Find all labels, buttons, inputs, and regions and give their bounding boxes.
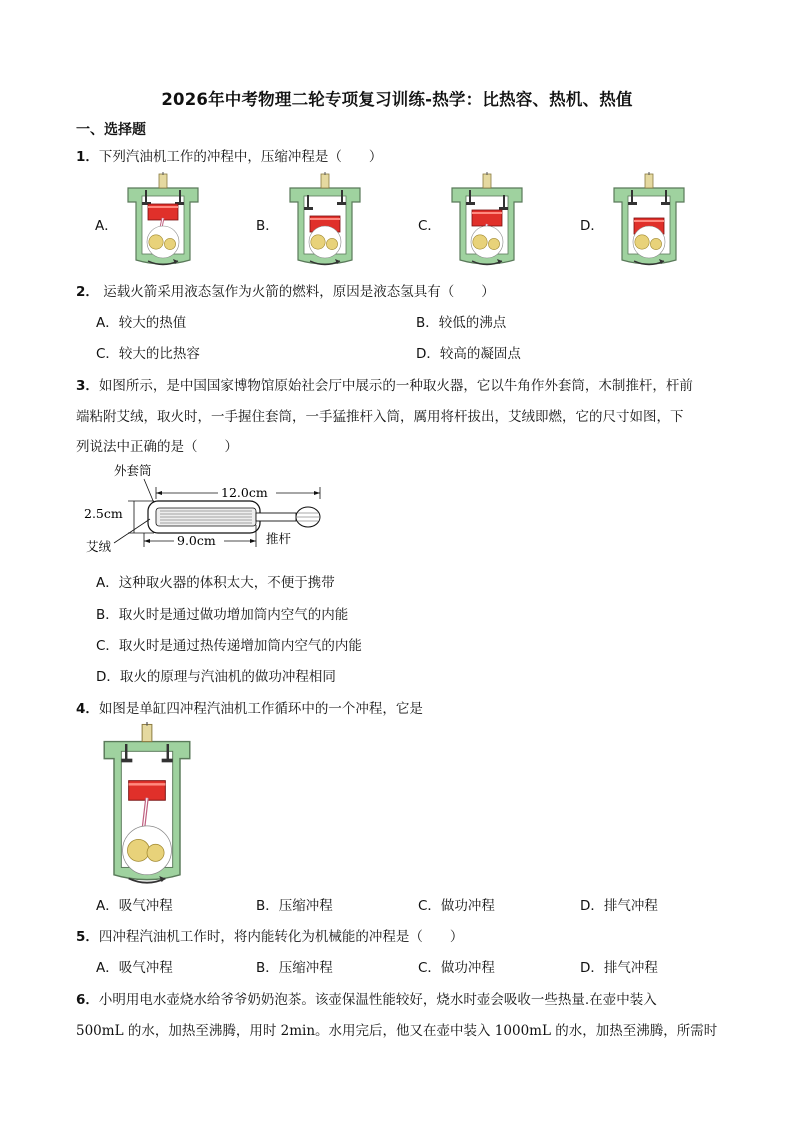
question-text-line-3: 列说法中正确的是（ ） xyxy=(76,439,238,455)
option-d: D．排气冲程 xyxy=(580,960,658,976)
question-text: 如图是单缸四冲程汽油机工作循环中的一个冲程，它是 xyxy=(98,701,423,717)
question-text: 四冲程汽油机工作时，将内能转化为机械能的冲程是（ ） xyxy=(98,929,464,945)
question-number: 5． xyxy=(76,929,99,945)
question-6 xyxy=(76,988,657,1008)
option-c: C．做功冲程 xyxy=(418,898,495,914)
option-c: C．做功冲程 xyxy=(418,960,495,976)
label-outer-tube: 外套筒 xyxy=(114,463,152,478)
option-b: B．压缩冲程 xyxy=(256,960,333,976)
label-diameter: 2.5cm xyxy=(84,506,123,521)
label-length-inner: 9.0cm xyxy=(177,533,216,548)
option-a-label: A． xyxy=(95,218,118,234)
question-text: 下列汽油机工作的冲程中，压缩冲程是（ ） xyxy=(98,149,383,165)
question-text-line-1: 如图所示，是中国国家博物馆原始社会厅中展示的一种取火器，它以牛角作外套筒，木制推杆，杆前 xyxy=(98,378,693,394)
engine-diagram-c xyxy=(442,172,532,267)
question-text-line-1: 小明用电水壶烧水给爷爷奶奶泡茶。该壶保温性能较好，烧水时壶会吸收一些热量.在壶中装入 xyxy=(98,992,657,1008)
question-1 xyxy=(76,145,382,165)
question-number: 6． xyxy=(76,992,99,1008)
question-3 xyxy=(76,374,693,394)
option-b: B．较低的沸点 xyxy=(416,315,507,331)
question-text: 运载火箭采用液态氢作为火箭的燃料，原因是液态氢具有（ ） xyxy=(98,284,495,300)
engine-diagram-b xyxy=(280,172,370,267)
option-c: C．取火时是通过热传递增加筒内空气的内能 xyxy=(96,638,362,654)
question-number: 1． xyxy=(76,149,99,165)
option-a: A．这种取火器的体积太大，不便于携带 xyxy=(96,575,335,591)
question-2 xyxy=(76,280,495,300)
question-text-line-2: 端粘附艾绒，取火时，一手握住套筒，一手猛推杆入筒，厲用将杆拔出，艾绒即燃，它的尺寸如图，下 xyxy=(76,409,684,425)
question-number: 2． xyxy=(76,284,99,300)
section-heading: 一、选择题 xyxy=(76,122,146,138)
option-b-label: B． xyxy=(256,218,279,234)
option-c-label: C． xyxy=(418,218,441,234)
option-b: B．压缩冲程 xyxy=(256,898,333,914)
option-b: B．取火时是通过做功增加筒内空气的内能 xyxy=(96,607,349,623)
option-c: C．较大的比热容 xyxy=(96,346,200,362)
engine-diagram-q4 xyxy=(92,722,202,887)
page-title: 2026年中考物理二轮专项复习训练-热学：比热容、热机、热值 xyxy=(161,90,633,109)
label-rod: 推杆 xyxy=(266,531,292,546)
question-5 xyxy=(76,925,463,945)
option-a: A．吸气冲程 xyxy=(96,898,173,914)
option-a: A．较大的热值 xyxy=(96,315,187,331)
option-d: D．取火的原理与汽油机的做功冲程相同 xyxy=(96,669,336,685)
question-text-line-2: 500mL 的水，加热至沸腾，用时 2min。水用完后，他又在壶中装入 1000mL 的水，加热至沸腾，所需时 xyxy=(76,1023,718,1039)
option-a: A．吸气冲程 xyxy=(96,960,173,976)
label-tinder: 艾绒 xyxy=(86,539,112,554)
engine-diagram-d xyxy=(604,172,694,267)
fire-starter-figure xyxy=(84,463,334,555)
engine-diagram-a xyxy=(118,172,208,267)
option-d: D．排气冲程 xyxy=(580,898,658,914)
label-length-total: 12.0cm xyxy=(221,485,268,500)
question-4 xyxy=(76,697,423,717)
question-number: 4． xyxy=(76,701,99,717)
option-d: D．较高的凝固点 xyxy=(416,346,521,362)
question-number: 3． xyxy=(76,378,99,394)
option-d-label: D． xyxy=(580,218,604,234)
